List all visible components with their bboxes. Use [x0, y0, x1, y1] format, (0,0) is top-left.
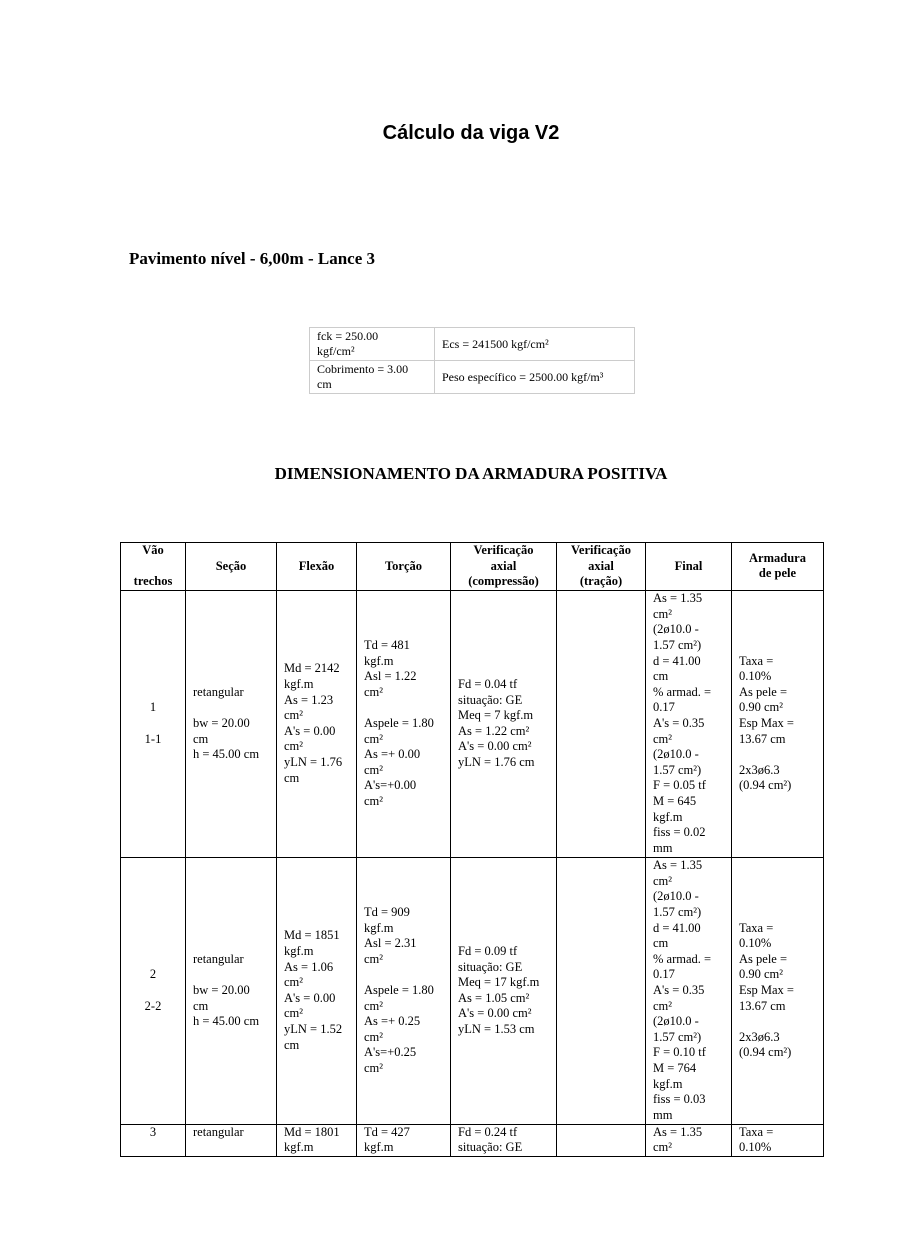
fck-cell: fck = 250.00 kgf/cm² — [310, 328, 435, 361]
vao-cell: 2 2-2 — [121, 857, 186, 1124]
flexao-cell: Md = 1801 kgf.m — [277, 1124, 357, 1156]
compressao-cell: Fd = 0.09 tf situação: GE Meq = 17 kgf.m As = 1.05 cm² A's = 0.00 cm² yLN = 1.53 cm — [451, 857, 557, 1124]
properties-row — [310, 328, 635, 361]
vao-cell: 3 — [121, 1124, 186, 1156]
compressao-cell: Fd = 0.24 tf situação: GE — [451, 1124, 557, 1156]
cobrimento-cell: Cobrimento = 3.00 cm — [310, 361, 435, 394]
final-cell: As = 1.35 cm² (2ø10.0 - 1.57 cm²) d = 41.00 cm % armad. = 0.17 A's = 0.35 cm² (2ø10.0 - 1.57 cm²) F = 0.10 tf M = 764 kgf.m fiss = 0.03 mm — [646, 857, 732, 1124]
peso-especifico-cell: Peso específico = 2500.00 kgf/m³ — [435, 361, 635, 394]
header-secao: Seção — [186, 543, 277, 591]
table-row — [121, 1124, 824, 1156]
reinforcement-table — [120, 542, 824, 1157]
final-cell: As = 1.35 cm² (2ø10.0 - 1.57 cm²) d = 41.00 cm % armad. = 0.17 A's = 0.35 cm² (2ø10.0 - 1.57 cm²) F = 0.05 tf M = 645 kgf.m fiss = 0.02 mm — [646, 590, 732, 857]
final-cell: As = 1.35 cm² — [646, 1124, 732, 1156]
floor-subtitle: Pavimento nível - 6,00m - Lance 3 — [129, 249, 375, 268]
tracao-cell — [557, 857, 646, 1124]
torcao-cell: Td = 481 kgf.m Asl = 1.22 cm² Aspele = 1.80 cm² As =+ 0.00 cm² A's=+0.00 cm² — [357, 590, 451, 857]
secao-cell: retangular bw = 20.00 cm h = 45.00 cm — [186, 857, 277, 1124]
torcao-cell: Td = 427 kgf.m — [357, 1124, 451, 1156]
header-armadura-pele: Armadura de pele — [732, 543, 824, 591]
material-properties-table — [309, 327, 635, 394]
pele-cell: Taxa = 0.10% As pele = 0.90 cm² Esp Max = 13.67 cm 2x3ø6.3 (0.94 cm²) — [732, 590, 824, 857]
page-title: Cálculo da viga V2 — [382, 122, 560, 144]
tracao-cell — [557, 1124, 646, 1156]
secao-cell: retangular bw = 20.00 cm h = 45.00 cm — [186, 590, 277, 857]
header-verificacao-compressao: Verificação axial (compressão) — [451, 543, 557, 591]
pele-cell: Taxa = 0.10% As pele = 0.90 cm² Esp Max = 13.67 cm 2x3ø6.3 (0.94 cm²) — [732, 857, 824, 1124]
header-verificacao-tracao: Verificação axial (tração) — [557, 543, 646, 591]
section-title: DIMENSIONAMENTO DA ARMADURA POSITIVA — [274, 464, 668, 483]
ecs-cell: Ecs = 241500 kgf/cm² — [435, 328, 635, 361]
pele-cell: Taxa = 0.10% — [732, 1124, 824, 1156]
header-row — [121, 543, 824, 591]
header-torcao: Torção — [357, 543, 451, 591]
table-row — [121, 590, 824, 857]
header-flexao: Flexão — [277, 543, 357, 591]
header-final: Final — [646, 543, 732, 591]
torcao-cell: Td = 909 kgf.m Asl = 2.31 cm² Aspele = 1.80 cm² As =+ 0.25 cm² A's=+0.25 cm² — [357, 857, 451, 1124]
flexao-cell: Md = 1851 kgf.m As = 1.06 cm² A's = 0.00 cm² yLN = 1.52 cm — [277, 857, 357, 1124]
table-row — [121, 857, 824, 1124]
compressao-cell: Fd = 0.04 tf situação: GE Meq = 7 kgf.m As = 1.22 cm² A's = 0.00 cm² yLN = 1.76 cm — [451, 590, 557, 857]
vao-cell: 1 1-1 — [121, 590, 186, 857]
properties-row — [310, 361, 635, 394]
header-vao: Vão trechos — [121, 543, 186, 591]
flexao-cell: Md = 2142 kgf.m As = 1.23 cm² A's = 0.00 cm² yLN = 1.76 cm — [277, 590, 357, 857]
secao-cell: retangular — [186, 1124, 277, 1156]
tracao-cell — [557, 590, 646, 857]
